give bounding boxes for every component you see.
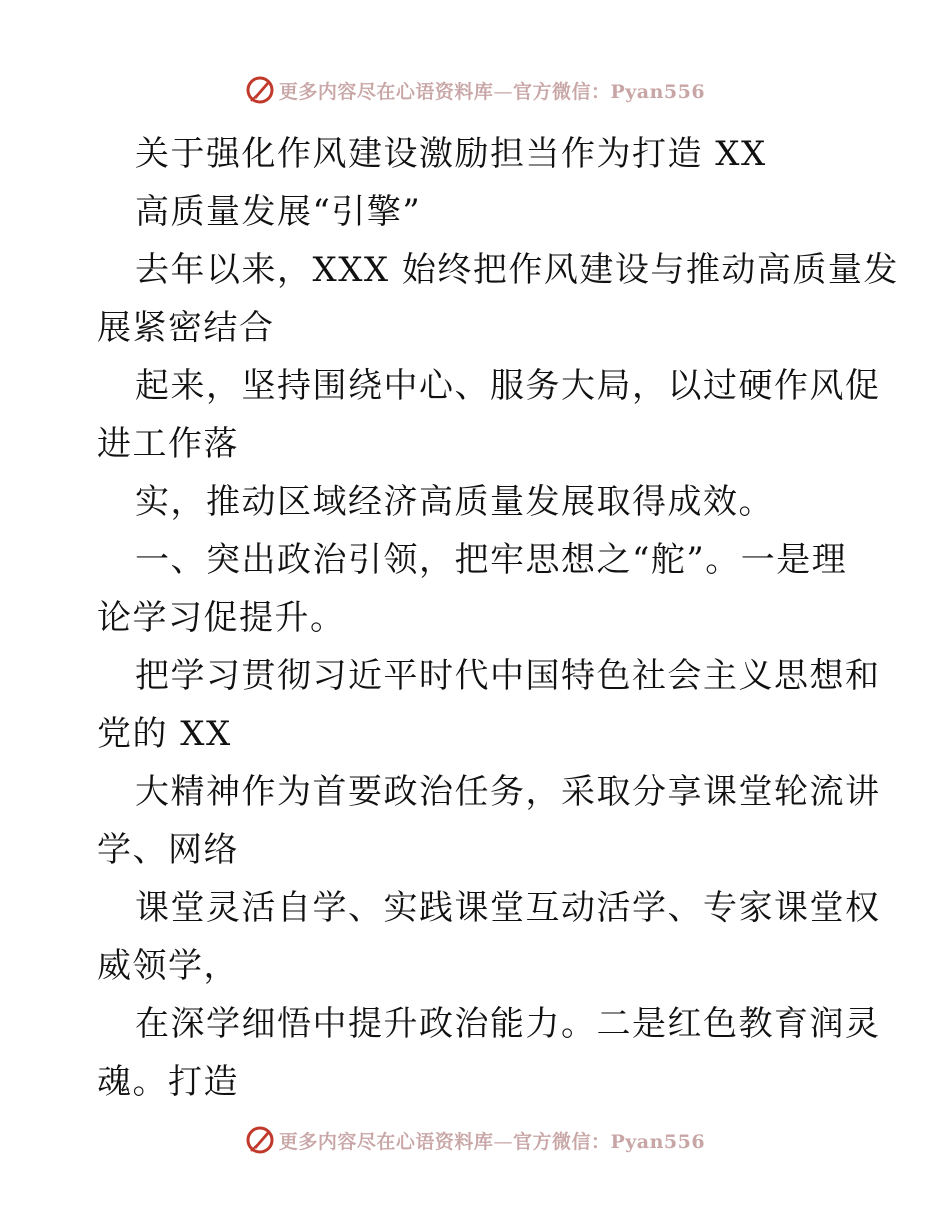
paragraph-line: 实，推动区域经济高质量发展取得成效。 <box>135 482 774 522</box>
banner-text <box>279 1127 705 1154</box>
paragraph-line: 大精神作为首要政治任务，采取分享课堂轮流讲 <box>135 772 881 812</box>
paragraph-line: 去年以来，XXX 始终把作风建设与推动高质量发 <box>135 250 899 290</box>
quill-logo-icon <box>245 1125 275 1155</box>
paragraph-line: 党的 XX <box>97 714 232 754</box>
document-title-line: 高质量发展“引擎” <box>135 192 422 232</box>
paragraph-line: 魂。打造 <box>97 1062 239 1102</box>
document-title-line: 关于强化作风建设激励担当作为打造 XX <box>135 134 767 174</box>
footer-banner <box>0 1120 950 1160</box>
banner-wechat-text: 官方微信：Pyan556 <box>512 1130 706 1153</box>
paragraph-line: 威领学， <box>97 946 239 986</box>
banner-site-text: 更多内容尽在心语资料库 <box>278 1130 494 1153</box>
header-banner <box>0 70 950 110</box>
banner-wechat-text: 官方微信：Pyan556 <box>512 80 706 103</box>
banner-site-text: 更多内容尽在心语资料库 <box>278 80 494 103</box>
paragraph-line: 课堂灵活自学、实践课堂互动活学、专家课堂权 <box>135 888 881 928</box>
paragraph-line: 论学习促提升。 <box>97 598 346 638</box>
document-body <box>97 125 899 1111</box>
banner-separator: — <box>493 80 513 103</box>
banner-text <box>279 77 705 104</box>
paragraph-line: 学、网络 <box>97 830 239 870</box>
paragraph-line: 在深学细悟中提升政治能力。二是红色教育润灵 <box>135 1004 881 1044</box>
quill-logo-icon <box>245 75 275 105</box>
paragraph-line: 把学习贯彻习近平时代中国特色社会主义思想和 <box>135 656 881 696</box>
paragraph-line: 一、突出政治引领，把牢思想之“舵”。一是理 <box>135 540 848 580</box>
paragraph-line: 起来，坚持围绕中心、服务大局，以过硬作风促 <box>135 366 881 406</box>
banner-separator: — <box>493 1130 513 1153</box>
paragraph-line: 进工作落 <box>97 424 239 464</box>
paragraph-line: 展紧密结合 <box>97 308 275 348</box>
